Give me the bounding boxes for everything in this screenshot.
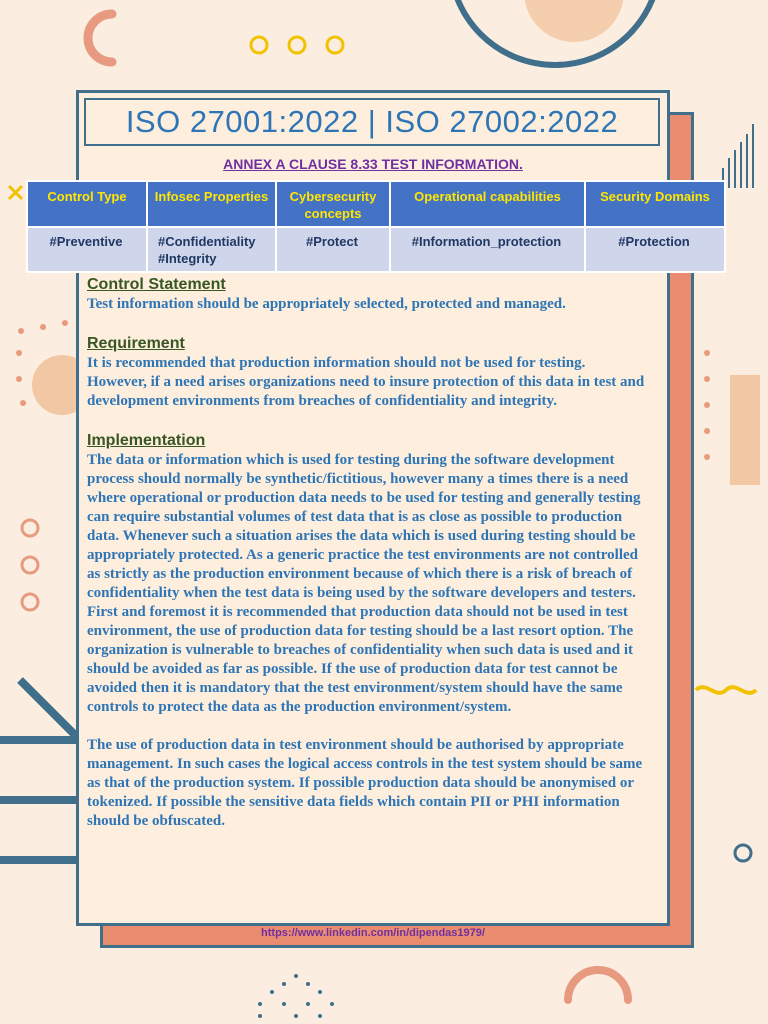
clause-subtitle: ANNEX A CLAUSE 8.33 TEST INFORMATION. (223, 156, 523, 172)
table-header-cell: Control Type (27, 181, 147, 227)
table-header-cell: Infosec Properties (147, 181, 276, 227)
table-cell: #Preventive (27, 227, 147, 272)
table-header-row (27, 181, 725, 227)
decor-dot (282, 982, 286, 986)
decor-dot (318, 1014, 322, 1018)
decor-dot (16, 350, 22, 356)
decor-dot (330, 1002, 334, 1006)
section-paragraph: Test information should be appropriately selected, protected and managed. (87, 296, 566, 312)
decor-dot (16, 376, 22, 382)
decor-dot (294, 974, 298, 978)
table-row (27, 227, 725, 272)
title-box (84, 98, 660, 146)
attributes-table (26, 180, 726, 273)
decor-dot (704, 454, 710, 460)
table-cell: #Information_protection (390, 227, 585, 272)
decor-dot (306, 982, 310, 986)
section-heading: Implementation (87, 432, 206, 449)
table-cell: #Protection (585, 227, 725, 272)
decor-dot (318, 990, 322, 994)
decor-dot (62, 320, 68, 326)
decor-dot (258, 1014, 262, 1018)
table-header-cell: Security Domains (585, 181, 725, 227)
decor-dot (306, 1002, 310, 1006)
section-paragraph: First and foremost it is recommended that production data should not be used in test environment, the use of production data for testing should be a last resort option. The organization is vulnerable to breaches of confidentiality when such data is used and it should be avoided as far as possible. If the use of production data for test cannot be avoided then it is mandatory that the test environment/system should have the same controls to protect the data as the production environment/system. (87, 604, 634, 715)
decor-dot (20, 400, 26, 406)
decor-dot (704, 428, 710, 434)
decor-dot (18, 328, 24, 334)
table-header-cell: Cybersecurity concepts (276, 181, 390, 227)
decor-dot (258, 1002, 262, 1006)
table-cell: #Protect (276, 227, 390, 272)
decor-dot (704, 376, 710, 382)
footer-link[interactable]: https://www.linkedin.com/in/dipendas1979/ (261, 927, 485, 939)
decor-dot (270, 990, 274, 994)
section-heading: Control Statement (87, 276, 226, 293)
document-body (87, 275, 647, 831)
table-header-cell: Operational capabilities (390, 181, 585, 227)
section-paragraph: The data or information which is used for testing during the software development process should normally be synthetic/fictitious, however many a times there is a need where operational or production data needs to be used for testing and generally testing can require substantial volumes of test data that is as close as possible to production data. Whenever such a situation arises the data which is used during testing should be appropriately protected. As a generic practice the test environments are not controlled as strictly as the production environment because of which there is a risk of breach of confidentiality when the test data is being used by the software developers and testers. (87, 452, 641, 601)
section-paragraph: It is recommended that production information should not be used for testing. However, if a need arises organizations need to insure protection of this data in test and development environments from breaches of confidentiality and integrity. (87, 355, 645, 409)
decor-dot (282, 1002, 286, 1006)
table-cell: #Confidentiality #Integrity (147, 227, 276, 272)
section-heading: Requirement (87, 335, 185, 352)
decor-dot (704, 350, 710, 356)
decor-dot (40, 324, 46, 330)
decor-dot (294, 1014, 298, 1018)
decor-dot (704, 402, 710, 408)
page-title: ISO 27001:2022 | ISO 27002:2022 (125, 104, 619, 139)
section-paragraph: The use of production data in test environment should be authorised by appropriate management. In such cases the logical access controls in the test system should be same as that of the production system. If possible production data should be anonymised or tokenized. If possible the sensitive data fields which contain PII or PHI information should be obfuscated. (87, 737, 643, 829)
